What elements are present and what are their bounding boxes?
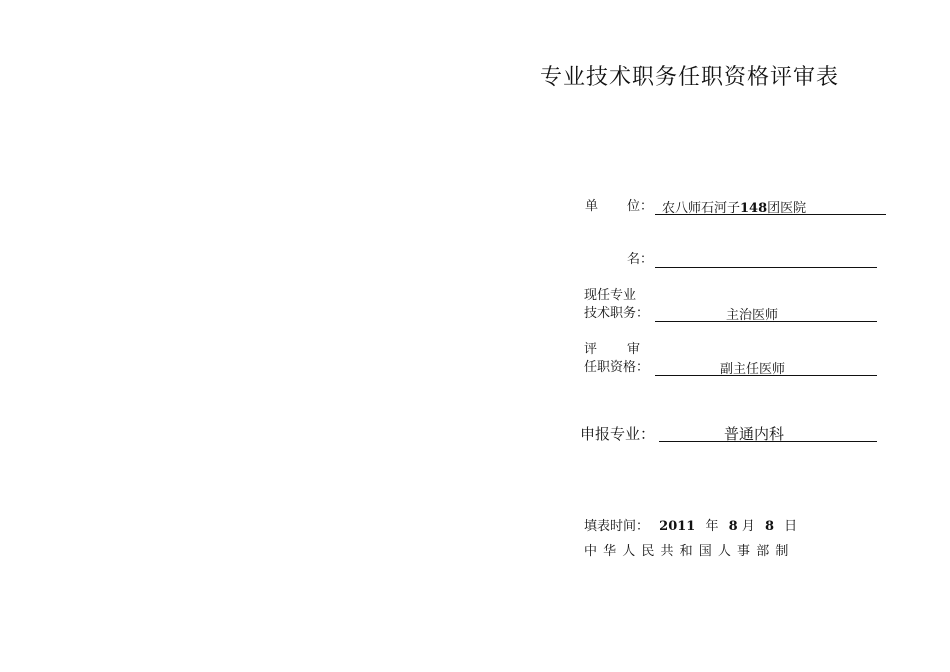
specialty-underline	[659, 441, 877, 442]
name-label: 名：	[627, 252, 654, 267]
fill-date-day-unit: 日	[784, 519, 798, 534]
current-title-underline	[655, 321, 877, 322]
fill-date-year-unit: 年	[705, 519, 719, 534]
fill-date-day: 8	[764, 519, 775, 534]
review-label-a: 评	[584, 342, 598, 357]
fill-date-month-unit: 月	[741, 519, 755, 534]
current-title-label-line1: 现任专业	[584, 288, 637, 303]
current-title-value[interactable]: 主治医师	[726, 308, 779, 323]
page-title: 专业技术职务任职资格评审表	[540, 65, 840, 90]
fill-date-month: 8	[728, 519, 738, 534]
fill-date-label: 填表时间：	[584, 519, 650, 534]
fill-date-year: 2011	[659, 519, 696, 534]
fill-date	[584, 515, 797, 534]
review-title-underline	[655, 375, 877, 376]
specialty-value[interactable]: 普通内科	[724, 425, 785, 443]
unit-label-b: 位：	[627, 199, 654, 214]
review-label-line2: 任职资格：	[584, 360, 650, 375]
unit-underline	[655, 214, 886, 215]
unit-value-suffix: 团医院	[767, 201, 807, 216]
name-underline	[655, 267, 877, 268]
review-label-b: 审	[627, 342, 641, 357]
unit-label-a: 单	[585, 199, 599, 214]
unit-value-number: 148	[740, 201, 768, 216]
review-title-value[interactable]: 副主任医师	[720, 362, 786, 377]
unit-value-prefix: 农八师石河子	[662, 201, 741, 216]
current-title-label-line2: 技术职务：	[584, 306, 650, 321]
issuer-text: 中 华 人 民 共 和 国 人 事 部 制	[584, 544, 790, 559]
specialty-label: 申报专业：	[580, 425, 656, 443]
